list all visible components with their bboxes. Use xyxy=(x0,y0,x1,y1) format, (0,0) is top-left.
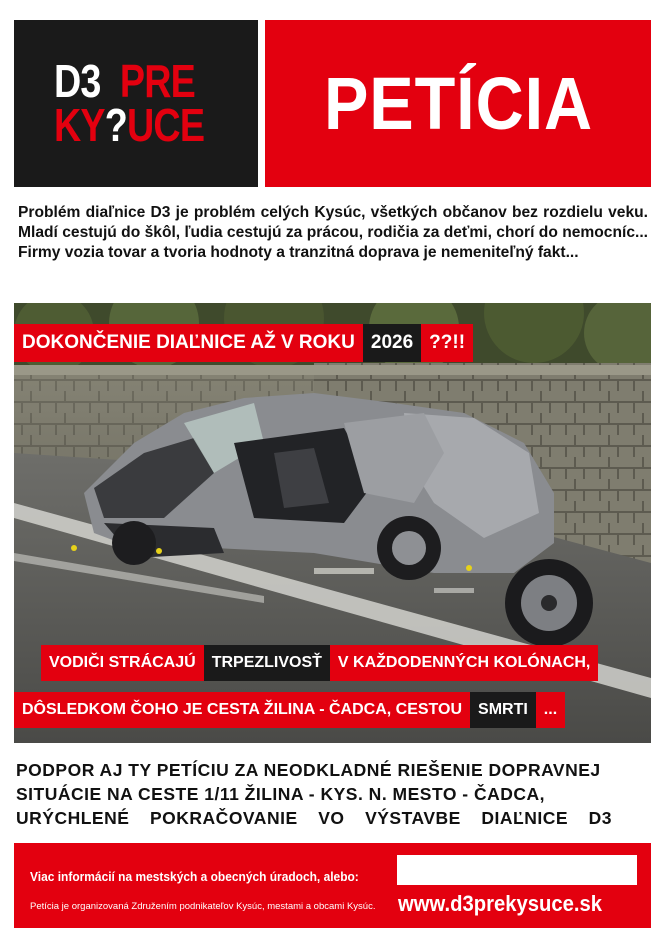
banner-drivers-part2: V KAŽDODENNÝCH KOLÓNACH, xyxy=(330,645,598,681)
call-line-3 xyxy=(16,806,612,830)
call-word: URÝCHLENÉ xyxy=(16,808,130,828)
banner-road-of-death xyxy=(14,692,565,728)
footer xyxy=(14,843,651,928)
call-word: VO xyxy=(318,808,345,828)
call-word: VÝSTAVBE xyxy=(365,808,461,828)
banner-drivers-highlight: TRPEZLIVOSŤ xyxy=(204,645,330,681)
logo-line-2 xyxy=(54,99,205,151)
logo-line-1 xyxy=(54,55,196,107)
banner-completion-year xyxy=(14,324,473,362)
call-word: DIAĽNICE xyxy=(481,808,569,828)
page-title: PETÍCIA xyxy=(323,62,593,145)
banner-completion-text: DOKONČENIE DIAĽNICE AŽ V ROKU xyxy=(14,324,363,362)
banner-year: 2026 xyxy=(363,324,421,362)
intro-paragraph: Problém diaľnice D3 je problém celých Kysúc, všetkých občanov bez rozdielu veku. Mladí cestujú do škôl, ľudia cestujú za prácou, rodičia za deťmi, chorí do nemocníc... Firmy vozia tovar a tvoria hodnoty a tranzitná doprava je nemeniteľný fakt... xyxy=(18,204,648,261)
logo xyxy=(14,20,258,187)
banner-drivers xyxy=(41,645,598,681)
logo-question-mark: ? xyxy=(104,99,127,151)
title-panel xyxy=(265,20,651,187)
footer-info: Viac informácií na mestských a obecných úradoch, alebo: xyxy=(30,869,359,884)
banner-marks: ??!! xyxy=(421,324,473,362)
call-word: POKRAČOVANIE xyxy=(149,808,298,828)
banner-death-part2: ... xyxy=(536,692,565,728)
banner-death-highlight: SMRTI xyxy=(470,692,536,728)
call-to-action xyxy=(16,758,650,830)
footer-website-link[interactable]: www.d3prekysuce.sk xyxy=(398,891,603,916)
logo-pre: PRE xyxy=(119,55,196,107)
call-line-2: SITUÁCIE NA CESTE 1/11 ŽILINA - KYS. N. MESTO - ČADCA, xyxy=(16,784,546,804)
footer-blank-field xyxy=(397,855,637,885)
logo-uce: UCE xyxy=(126,99,205,151)
banner-death-part1: DÔSLEDKOM ČOHO JE CESTA ŽILINA - ČADCA, CESTOU xyxy=(14,692,470,728)
call-word: D3 xyxy=(588,808,612,828)
footer-organizer-note: Petícia je organizovaná Združením podnikateľov Kysúc, mestami a obcami Kysúc. xyxy=(30,901,376,912)
logo-d3: D3 xyxy=(54,55,101,107)
logo-ky: KY xyxy=(54,99,105,151)
call-line-1: PODPOR AJ TY PETÍCIU ZA NEODKLADNÉ RIEŠENIE DOPRAVNEJ xyxy=(16,760,601,780)
banner-drivers-part1: VODIČI STRÁCAJÚ xyxy=(41,645,204,681)
